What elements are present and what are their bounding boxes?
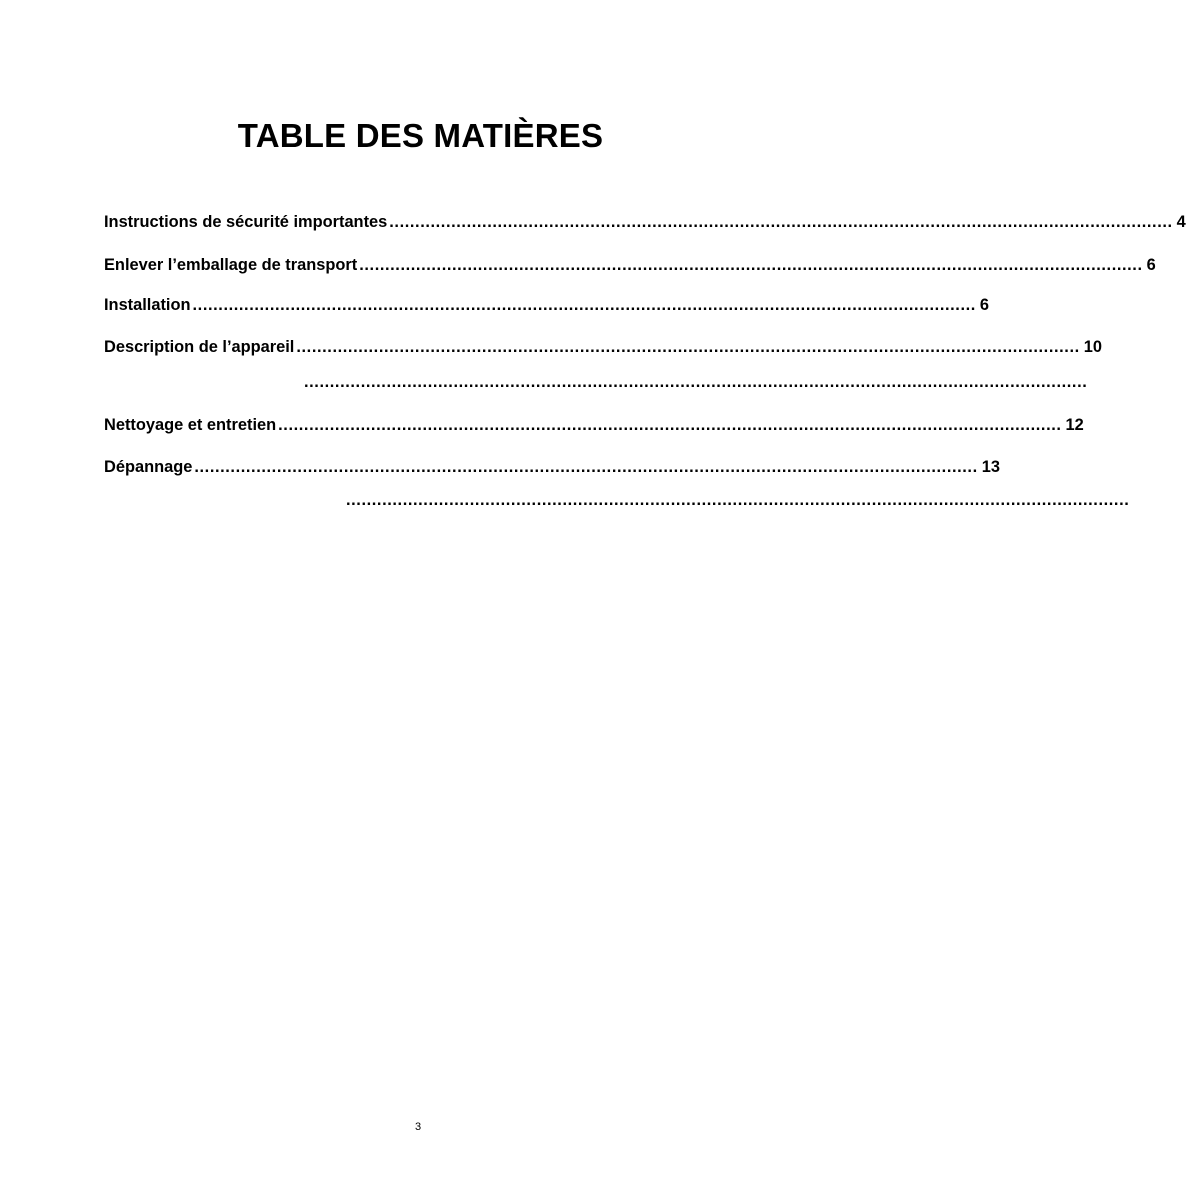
toc-entry-remove-packaging[interactable]	[104, 254, 1156, 276]
page-number: 3	[414, 1121, 422, 1133]
toc-entry-appliance-description[interactable]	[104, 336, 1102, 358]
toc-entry-empty	[302, 371, 1088, 393]
page-title: TABLE DES MATIÈRES	[237, 117, 604, 154]
toc-entry-troubleshooting[interactable]	[104, 456, 1000, 478]
toc-dot-leader: ........................................................................................................................................................	[278, 416, 1062, 434]
toc-entry-page: 6	[1146, 256, 1156, 274]
toc-entry-label: Installation	[104, 296, 191, 314]
toc-dot-leader: ........................................................................................................................................................	[304, 373, 1088, 391]
toc-dot-leader: ........................................................................................................................................................	[359, 256, 1143, 274]
toc-entry-page: 12	[1065, 416, 1084, 434]
toc-entry-label: Instructions de sécurité importantes	[104, 213, 388, 231]
toc-dot-leader: ........................................................................................................................................................	[192, 296, 976, 314]
toc-dot-leader: ........................................................................................................................................................	[346, 491, 1130, 509]
toc-entry-page: 10	[1083, 338, 1102, 356]
toc-entry-page: 4	[1176, 213, 1186, 231]
toc-dot-leader: ........................................................................................................................................................	[389, 213, 1173, 231]
toc-entry-installation[interactable]	[104, 294, 990, 316]
toc-dot-leader: ........................................................................................................................................................	[194, 458, 978, 476]
toc-dot-leader: ........................................................................................................................................................	[296, 338, 1080, 356]
toc-entry-label: Dépannage	[104, 458, 193, 476]
toc-entry-label: Nettoyage et entretien	[104, 416, 277, 434]
toc-entry-page: 6	[979, 296, 990, 314]
toc-entry-cleaning-maintenance[interactable]	[104, 414, 1084, 436]
toc-entry-label: Description de l’appareil	[104, 338, 295, 356]
toc-entry-label: Enlever l’emballage de transport	[104, 256, 358, 274]
toc-entry-empty	[344, 489, 1130, 511]
toc-entry-safety-instructions[interactable]	[104, 211, 1186, 233]
toc-entry-page: 13	[981, 458, 1000, 476]
